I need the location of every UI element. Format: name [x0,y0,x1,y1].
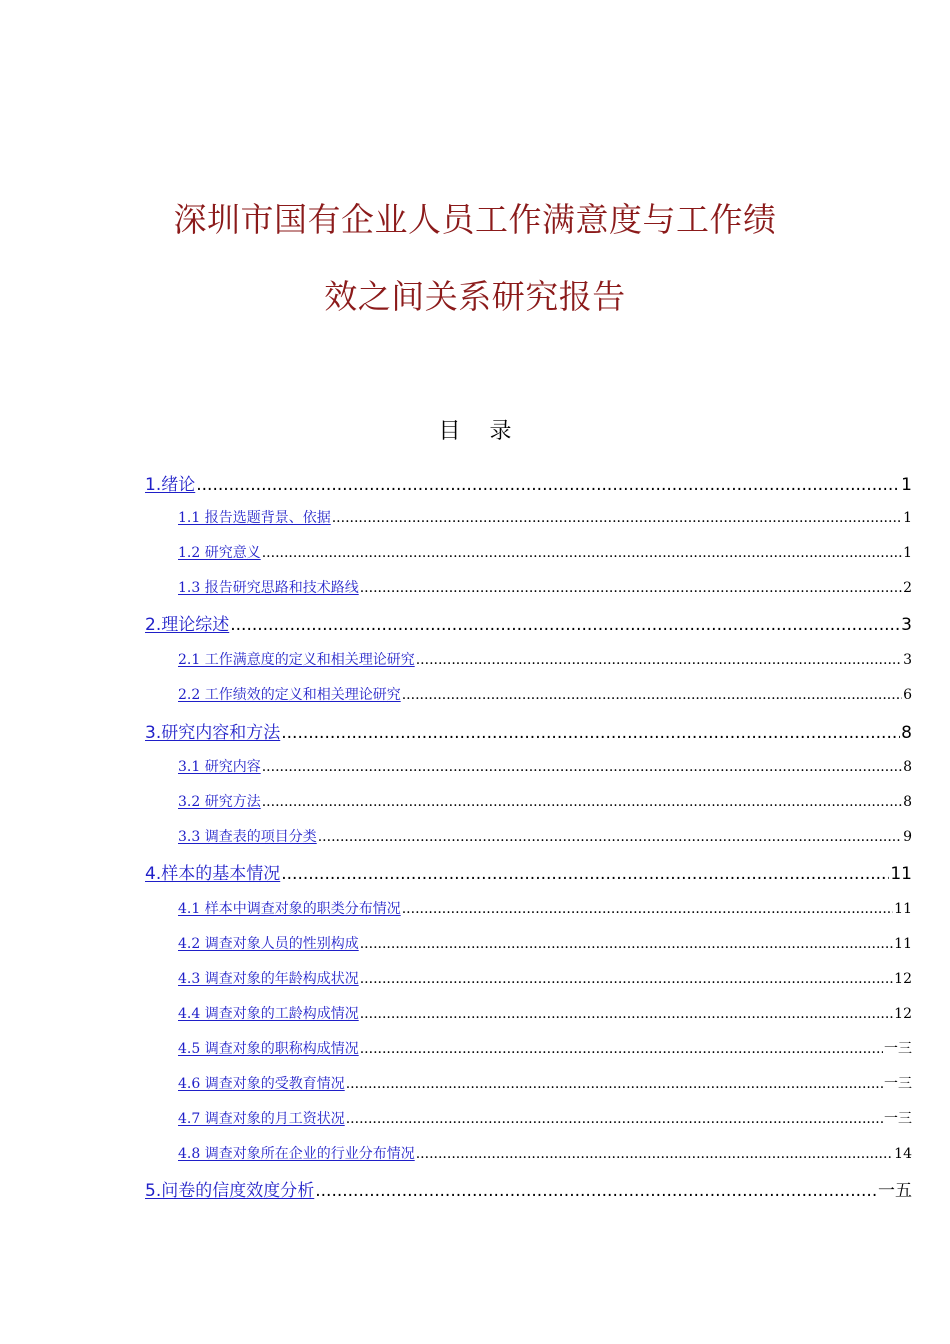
toc-dot-leader [360,1004,893,1024]
toc-entry[interactable] [145,613,912,637]
toc-entry-link[interactable]: 5.问卷的信度效度分析 [145,1181,315,1201]
toc-page-number: 9 [903,829,912,845]
toc-page-number: 12 [894,971,912,987]
toc-entry-link[interactable]: 2.2 工作绩效的定义和相关理论研究 [178,687,401,703]
toc-page-number: 3 [901,615,912,635]
toc-entry[interactable] [178,1144,912,1164]
toc-dot-leader [346,1074,883,1094]
toc-page-number: 8 [901,723,912,743]
toc-entry-link[interactable]: 4.2 调查对象人员的性别构成 [178,936,359,952]
toc-page-number: 8 [903,794,912,810]
toc-dot-leader [262,543,902,563]
toc-entry-link[interactable]: 4.样本的基本情况 [145,864,281,884]
toc-dot-leader [360,578,902,598]
toc-page-number: 1 [901,475,912,495]
toc-dot-leader [360,1039,883,1059]
toc-page-number: 1 [903,545,912,561]
toc-page-number: 11 [894,901,912,917]
toc-page-number: 14 [894,1146,912,1162]
toc-entry[interactable] [178,578,912,598]
toc-entry[interactable] [178,543,912,563]
toc-page-number: 8 [903,759,912,775]
toc-dot-leader [346,1109,883,1129]
toc-entry-link[interactable]: 4.1 样本中调查对象的职类分布情况 [178,901,401,917]
toc-entry-link[interactable]: 1.绪论 [145,475,196,495]
toc-page-number: 6 [903,687,912,703]
toc-dot-leader [281,721,900,745]
toc-page-number: 11 [894,936,912,952]
toc-entry[interactable] [178,934,912,954]
toc-dot-leader [416,1144,893,1164]
toc-entry[interactable] [178,827,912,847]
document-title-line-1: 深圳市国有企业人员工作满意度与工作绩 [173,200,777,239]
toc-entry-link[interactable]: 3.研究内容和方法 [145,723,281,743]
toc-entry-link[interactable]: 1.1 报告选题背景、依据 [178,510,331,526]
toc-dot-leader [360,934,893,954]
toc-entry-link[interactable]: 1.2 研究意义 [178,545,261,561]
toc-entry[interactable] [145,862,912,886]
toc-entry[interactable] [178,685,912,705]
toc-page-number: 一三 [884,1076,912,1092]
toc-entry-link[interactable]: 4.3 调查对象的年龄构成状况 [178,971,359,987]
toc-entry-link[interactable]: 2.1 工作满意度的定义和相关理论研究 [178,652,415,668]
toc-page-number: 12 [894,1006,912,1022]
toc-heading: 目 录 [438,419,512,444]
toc-dot-leader [230,613,900,637]
toc-entry[interactable] [178,1074,912,1094]
toc-entry-link[interactable]: 4.4 调查对象的工龄构成情况 [178,1006,359,1022]
toc-page-number: 一三 [884,1041,912,1057]
toc-entry-link[interactable]: 4.7 调查对象的月工资状况 [178,1111,345,1127]
toc-page-number: 1 [903,510,912,526]
toc-entry[interactable] [178,792,912,812]
toc-entry[interactable] [145,721,912,745]
toc-dot-leader [318,827,902,847]
toc-entry[interactable] [178,508,912,528]
toc-dot-leader [416,650,902,670]
toc-entry-link[interactable]: 4.8 调查对象所在企业的行业分布情况 [178,1146,415,1162]
toc-entry[interactable] [178,650,912,670]
toc-dot-leader [332,508,902,528]
toc-entry[interactable] [178,1109,912,1129]
toc-page-number: 3 [903,652,912,668]
toc-entry[interactable] [145,473,912,497]
toc-entry[interactable] [178,757,912,777]
toc-entry-link[interactable]: 3.2 研究方法 [178,794,261,810]
toc-dot-leader [281,862,889,886]
toc-entry-link[interactable]: 4.5 调查对象的职称构成情况 [178,1041,359,1057]
toc-entry[interactable] [145,1179,912,1203]
toc-entry-link[interactable]: 2.理论综述 [145,615,230,635]
toc-entry-link[interactable]: 4.6 调查对象的受教育情况 [178,1076,345,1092]
toc-page-number: 一五 [878,1181,912,1201]
toc-dot-leader [196,473,900,497]
toc-page-number: 11 [890,864,912,884]
toc-dot-leader [402,685,902,705]
toc-entry[interactable] [178,969,912,989]
toc-page-number: 2 [903,580,912,596]
document-title-line-2: 效之间关系研究报告 [324,277,626,316]
toc-entry-link[interactable]: 1.3 报告研究思路和技术路线 [178,580,359,596]
toc-dot-leader [315,1179,877,1203]
toc-dot-leader [360,969,893,989]
toc-entry-link[interactable]: 3.1 研究内容 [178,759,261,775]
toc-page-number: 一三 [884,1111,912,1127]
toc-dot-leader [262,792,902,812]
toc-entry[interactable] [178,1039,912,1059]
toc-dot-leader [402,899,893,919]
toc-entry[interactable] [178,1004,912,1024]
toc-dot-leader [262,757,902,777]
toc-entry-link[interactable]: 3.3 调查表的项目分类 [178,829,317,845]
toc-entry[interactable] [178,899,912,919]
